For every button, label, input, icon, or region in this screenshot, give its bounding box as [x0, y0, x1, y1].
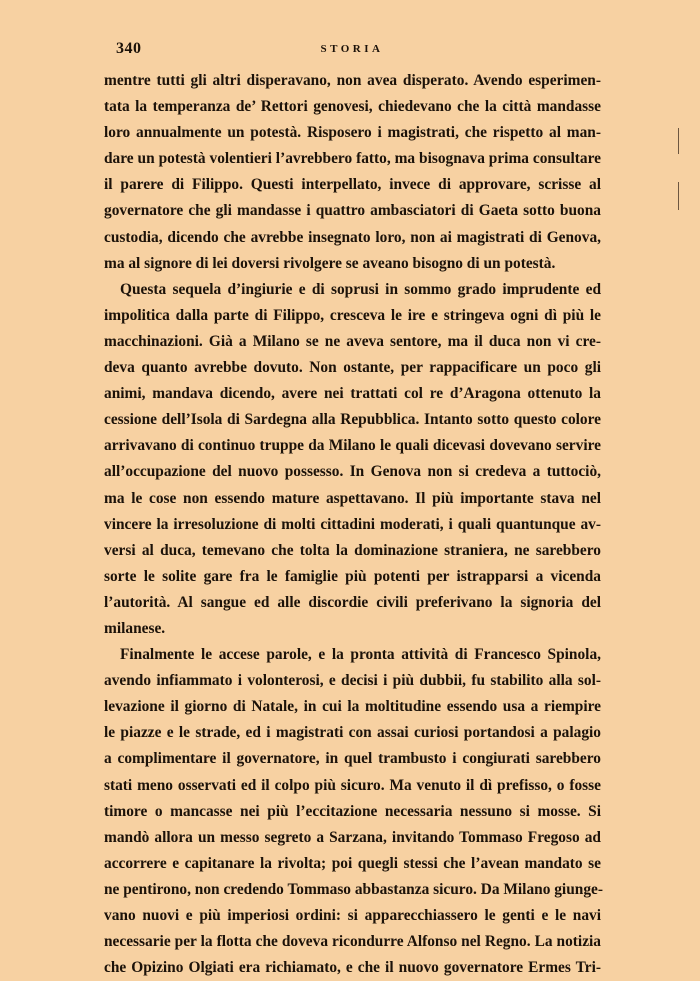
- text-line: animi, mandava dicendo, avere nei trattati col re d’Aragona ottenuto la: [104, 385, 601, 403]
- text-line: loro annualmente un potestà. Risposero i magistrati, che rispetto al man-: [104, 124, 601, 142]
- running-head: STORIA: [320, 43, 384, 55]
- text-line: governatore che gli mandasse i quattro ambasciatori di Gaeta sotto buona: [104, 202, 601, 220]
- text-line: macchinazioni. Già a Milano se ne aveva sentore, ma il duca non vi cre-: [104, 332, 601, 350]
- text-line: a complimentare il governatore, in quel trambusto i congiurati sarebbero: [104, 750, 601, 768]
- text-line: ne pentirono, non credendo Tommaso abbastanza sicuro. Da Milano giunge-: [104, 880, 603, 898]
- text-line: custodia, dicendo che avrebbe insegnato loro, non ai magistrati di Genova,: [104, 228, 601, 246]
- text-line: tata la temperanza de’ Rettori genovesi, chiedevano che la città mandasse: [104, 98, 601, 116]
- paragraph-first-line: Finalmente le accese parole, e la pronta attività di Francesco Spinola,: [120, 646, 601, 664]
- text-line: all’occupazione del nuovo possesso. In Genova non si credeva a tuttociò,: [104, 463, 601, 481]
- scan-edge-mark: [678, 182, 679, 210]
- text-line: versi al duca, temevano che tolta la dominazione straniera, ne sarebbero: [104, 541, 601, 559]
- text-line: timore o mancasse nei più l’eccitazione necessaria nessuno si mosse. Si: [104, 802, 601, 820]
- text-line: impolitica dalla parte di Filippo, cresceva le ire e stringeva ogni dì più le: [104, 306, 601, 324]
- text-line: dare un potestà volentieri l’avrebbero fatto, ma bisognava prima consultare: [104, 150, 601, 168]
- page-header: [104, 40, 600, 64]
- body-text: [104, 68, 601, 981]
- text-line: ma al signore di lei doversi rivolgere se aveano bisogno di un potestà.: [104, 254, 556, 272]
- text-line: avendo infiammato i volonterosi, e decisi i più dubbii, fu stabilito alla sol-: [104, 672, 601, 690]
- text-line: deva quanto avrebbe dovuto. Non ostante, per rappacificare un poco gli: [104, 359, 601, 377]
- text-line: vano nuovi e più imperiosi ordini: si apparecchiassero le genti e le navi: [104, 907, 601, 924]
- paragraph-first-line: Questa sequela d’ingiurie e di soprusi in sommo grado imprudente ed: [120, 280, 601, 298]
- text-line: accorrere e capitanare la rivolta; poi quegli stessi che l’avean mandato se: [104, 854, 601, 872]
- page-number: 340: [116, 40, 142, 57]
- text-line: il parere di Filippo. Questi interpellato, invece di approvare, scrisse al: [104, 176, 601, 194]
- text-line: l’autorità. Al sangue ed alle discordie civili preferivano la signoria del: [104, 593, 601, 611]
- text-line: le piazze e le strade, ed i magistrati con assai curiosi portandosi a palagio: [104, 724, 601, 742]
- text-line: milanese.: [104, 619, 166, 637]
- text-line: che Opizino Olgiati era richiamato, e che il nuovo governatore Ermes Tri-: [104, 959, 601, 977]
- text-line: cessione dell’Isola di Sardegna alla Repubblica. Intanto sotto questo colore: [104, 411, 601, 429]
- text-line: arrivavano di continuo truppe da Milano le quali dicevasi dovevano servire: [104, 437, 601, 455]
- text-line: mandò allora un messo segreto a Sarzana, invitando Tommaso Fregoso ad: [104, 828, 601, 846]
- text-line: sorte le solite gare fra le famiglie più potenti per istrapparsi a vicenda: [104, 567, 601, 585]
- scan-edge-mark: [678, 128, 679, 154]
- text-line: vincere la irresoluzione di molti cittadini moderati, i quali quantunque av-: [104, 515, 601, 533]
- text-line: levazione il giorno di Natale, in cui la moltitudine essendo usa a riempire: [104, 698, 601, 716]
- text-line: stati meno osservati ed il colpo più sicuro. Ma venuto il dì prefisso, o fosse: [104, 776, 601, 794]
- text-line: ma le cose non essendo mature aspettavano. Il più importante stava nel: [104, 489, 601, 507]
- text-line: mentre tutti gli altri disperavano, non avea disperato. Avendo esperimen-: [104, 72, 601, 89]
- text-line: necessarie per la flotta che doveva ricondurre Alfonso nel Regno. La notizia: [104, 933, 601, 951]
